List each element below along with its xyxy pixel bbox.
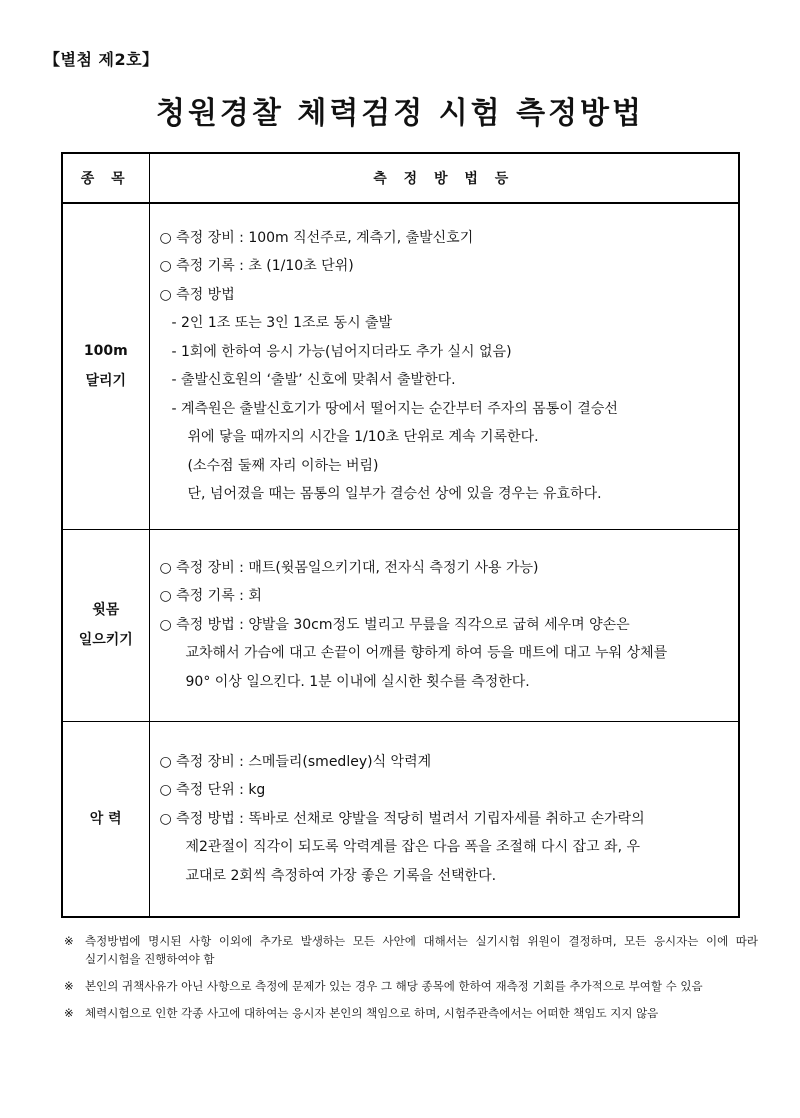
- item-name-line: 윗몸: [92, 602, 120, 618]
- reference-mark-icon: ※: [64, 979, 74, 993]
- method-bullet-line: ○ 측정 방법 : 똑바로 선채로 양발을 적당히 벌려서 기립자세를 취하고 손가락의: [159, 810, 645, 827]
- method-text-line: 교대로 2회씩 측정하여 가장 좋은 기록을 선택한다.: [185, 867, 497, 884]
- method-bullet-line: ○ 측정 기록 : 초 (1/10초 단위): [159, 258, 354, 275]
- method-bullet-line: ○ 측정 단위 : kg: [159, 782, 266, 798]
- item-name-line: 달리기: [85, 373, 127, 390]
- item-name-line: 악 력: [89, 810, 122, 827]
- row-sit-ups: [62, 529, 739, 721]
- header-item: 종 목: [62, 153, 149, 203]
- row-grip-strength: [62, 721, 739, 917]
- note-text: 본인의 귀책사유가 아닌 사항으로 측정에 문제가 있는 경우 그 해당 종목에 한하여 재측정 기회를 추가적으로 부여할 수 있음: [85, 979, 703, 993]
- method-bullet-line: ○ 측정 방법 : 양발을 30cm정도 벌리고 무릎을 직각으로 굽혀 세우며 양손은: [159, 616, 630, 633]
- table-header-row: [62, 153, 739, 203]
- method-bullet-line: ○ 측정 방법: [159, 286, 235, 303]
- reference-mark-icon: ※: [64, 934, 74, 948]
- reference-mark-icon: ※: [64, 1006, 74, 1020]
- header-method: 측 정 방 법 등: [149, 153, 739, 203]
- method-text-line: 교차해서 가슴에 대고 손끝이 어깨를 향하게 하여 등을 매트에 대고 누워 상체를: [185, 645, 668, 662]
- annex-label: 【별첨 제2호】: [44, 50, 159, 69]
- row-100m-sprint: [62, 203, 739, 529]
- method-text-line: - 1회에 한하여 응시 가능(넘어지더라도 추가 실시 없음): [171, 343, 512, 360]
- method-text-line: - 출발신호원의 ‘출발’ 신호에 맞춰서 출발한다.: [171, 372, 456, 389]
- method-bullet-line: ○ 측정 장비 : 스메들리(smedley)식 악력계: [159, 753, 432, 770]
- note-item: [64, 932, 758, 968]
- method-description: [149, 721, 739, 917]
- method-bullet-line: ○ 측정 기록 : 회: [159, 588, 262, 605]
- item-name-line: 100m: [83, 343, 128, 360]
- method-text-line: 90° 이상 일으킨다. 1분 이내에 실시한 횟수를 측정한다.: [185, 673, 530, 690]
- notes-section: [64, 932, 758, 1031]
- item-name: [62, 721, 149, 917]
- measurement-table: [61, 152, 740, 918]
- method-description: [149, 529, 739, 721]
- method-text-line: - 2인 1조 또는 3인 1조로 동시 출발: [171, 315, 393, 332]
- method-text-line: 제2관절이 직각이 되도록 악력계를 잡은 다음 폭을 조절해 다시 잡고 좌, 우: [185, 839, 641, 855]
- item-name-line: 일으키기: [78, 632, 133, 648]
- method-bullet-line: ○ 측정 장비 : 100m 직선주로, 계측기, 출발신호기: [159, 229, 474, 246]
- method-description: [149, 203, 739, 529]
- method-text-line: 단, 넘어졌을 때는 몸통의 일부가 결승선 상에 있을 경우는 유효하다.: [187, 486, 602, 503]
- method-bullet-line: ○ 측정 장비 : 매트(윗몸일으키기대, 전자식 측정기 사용 가능): [159, 559, 539, 576]
- note-item: [64, 977, 758, 995]
- method-text-line: - 계측원은 출발신호기가 땅에서 떨어지는 순간부터 주자의 몸통이 결승선: [171, 400, 618, 417]
- item-name: [62, 203, 149, 529]
- note-item: [64, 1004, 758, 1022]
- method-text-line: (소수점 둘째 자리 이하는 버림): [187, 457, 379, 474]
- item-name: [62, 529, 149, 721]
- method-text-line: 위에 닿을 때까지의 시간을 1/10초 단위로 계속 기록한다.: [187, 429, 539, 446]
- note-text: 측정방법에 명시된 사항 이외에 추가로 발생하는 모든 사안에 대해서는 실기시험 위원이 결정하며, 모든 응시자는 이에 따라 실기시험을 진행하여야 함: [85, 934, 758, 966]
- note-text: 체력시험으로 인한 각종 사고에 대하여는 응시자 본인의 책임으로 하며, 시험주관측에서는 어떠한 책임도 지지 않음: [85, 1006, 659, 1020]
- document-title: 청원경찰 체력검정 시험 측정방법: [155, 96, 645, 131]
